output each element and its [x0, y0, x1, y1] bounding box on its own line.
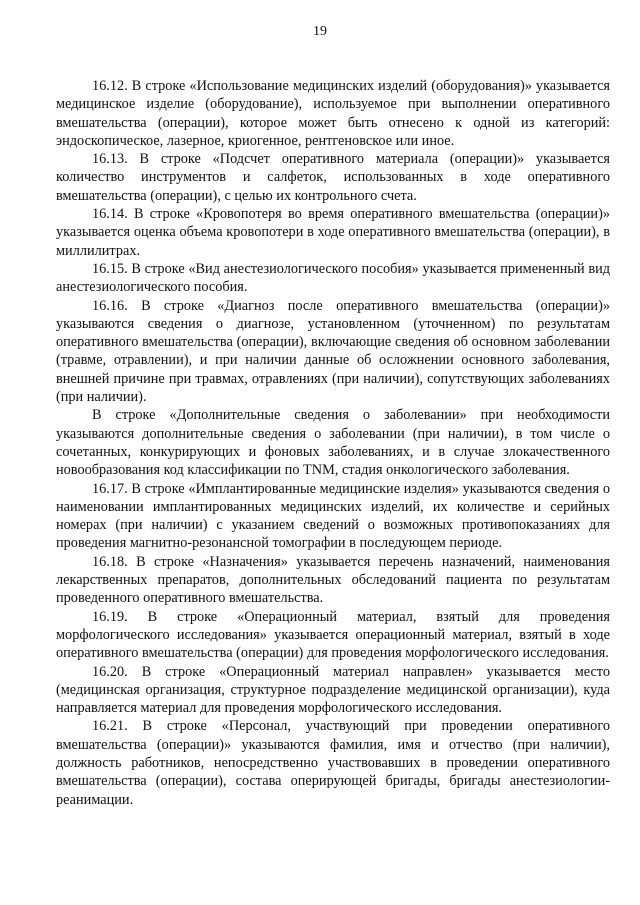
paragraph-16-18: 16.18. В строке «Назначения» указывается перечень назначений, наименования лекарственных препаратов, дополнительных обследований пациента по результатам проведенного оперативного вмешательства. — [56, 553, 610, 607]
page-number: 19 — [313, 24, 327, 39]
paragraph-16-21: 16.21. В строке «Персонал, участвующий при проведении оперативного вмешательства (операции)» указываются фамилия, имя и отчество (при наличии), должность работников, непосредственно участвовавших в проведении оперативного вмешательства (операции), состава оперирующей бригады, бригады анестезиологии-реанимации. — [56, 718, 610, 808]
paragraph-16-16: 16.16. В строке «Диагноз после оперативного вмешательства (операции)» указываются сведения о диагнозе, установленном (уточненном) по результатам оперативного вмешательства (операции), включающие сведения об основном заболевании (травме, отравлении), и при наличии данные об осложнении основного заболевания, внешней причине при травмах, отравлениях (при наличии), сопутствующих заболеваниях (при наличии). — [56, 297, 610, 406]
paragraph-16-15: 16.15. В строке «Вид анестезиологического пособия» указывается примененный вид анестезиологического пособия. — [56, 260, 610, 296]
paragraph-16-12: 16.12. В строке «Использование медицинских изделий (оборудования)» указывается медицинское изделие (оборудование), используемое при выполнении оперативного вмешательства (операции), которое может быть отнесено к одной из категорий: эндоскопическое, лазерное, криогенное, рентгеновское или иное. — [56, 78, 610, 149]
document-body — [56, 77, 610, 809]
paragraph-16-14: 16.14. В строке «Кровопотеря во время оперативного вмешательства (операции)» указывается оценка объема кровопотери в ходе оперативного вмешательства (операции), в миллилитрах. — [56, 206, 610, 259]
paragraph-additional-info: В строке «Дополнительные сведения о заболевании» при необходимости указываются дополнительные сведения о заболевании (при наличии), в том числе о сочетанных, конкурирующих и фоновых заболеваниях, и в случае злокачественного новообразования код классификации по TNM, стадия онкологического заболевания. — [56, 407, 610, 479]
paragraph-16-17: 16.17. В строке «Имплантированные медицинские изделия» указываются сведения о наименовании имплантированных медицинских изделий, их количестве и серийных номерах (при наличии) с указанием сведений о возможных противопоказаниях для проведения магнитно-резонансной томографии в последующем периоде. — [56, 480, 610, 552]
paragraph-16-20: 16.20. В строке «Операционный материал направлен» указывается место (медицинская организация, структурное подразделение медицинской организации), куда направляется материал для проведения морфологического исследования. — [56, 663, 610, 717]
paragraph-16-13: 16.13. В строке «Подсчет оперативного материала (операции)» указывается количество инструментов и салфеток, использованных в ходе оперативного вмешательства (операции), с целью их контрольного счета. — [56, 151, 610, 204]
paragraph-16-19: 16.19. В строке «Операционный материал, взятый для проведения морфологического исследования» указывается операционный материал, взятый в ходе оперативного вмешательства (операции) для проведения морфологического исследования. — [56, 608, 610, 662]
